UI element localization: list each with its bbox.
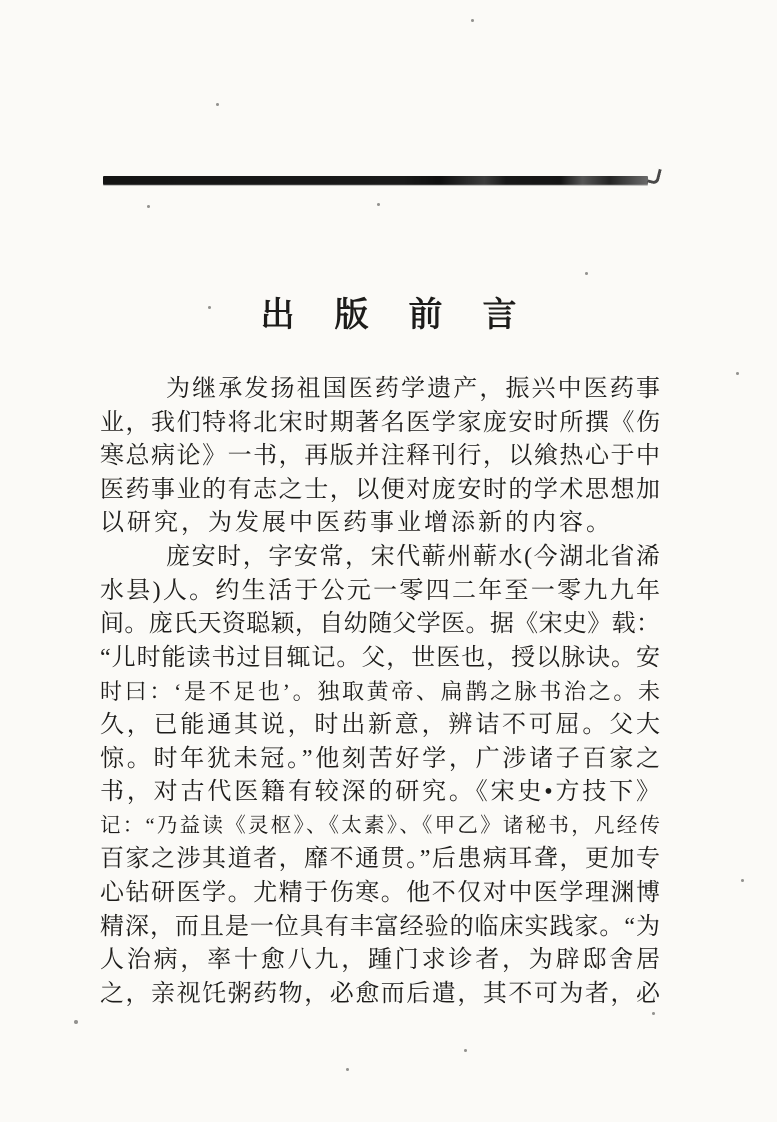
text-line: 精深，而且是一位具有丰富经验的临床实践家。“为: [100, 913, 660, 940]
text-line: 医药事业的有志之士，以便对庞安时的学术思想加: [100, 476, 660, 503]
text-line: 人治病，率十愈八九，踵门求诊者，为辟邸舍居: [100, 947, 660, 974]
text-line: 百家之涉其道者，靡不通贯。”后患病耳聋，更加专: [100, 846, 660, 873]
scan-speck: [74, 1020, 78, 1024]
scan-speck: [585, 272, 588, 275]
text-line: 惊。时年犹未冠。”他刻苦好学，广涉诸子百家之: [100, 745, 660, 772]
text-line: “儿时能读书过目辄记。父，世医也，授以脉诀。安: [100, 644, 660, 671]
title-row: [0, 297, 777, 335]
text-line: 间。庞氏天资聪颖，自幼随父学医。据《宋史》载：: [100, 611, 660, 638]
scan-speck: [736, 372, 739, 375]
text-line: 庞安时，字安常，宋代蕲州蕲水(今湖北省浠: [166, 543, 660, 570]
text-line: 水县)人。约生活于公元一零四二年至一零九九年: [100, 577, 660, 604]
scan-speck: [471, 19, 474, 22]
page-title: 出版前言: [260, 297, 557, 334]
text-line: 心钻研医学。尤精于伤寒。他不仅对中医学理渊博: [100, 879, 660, 906]
header-rule: [103, 176, 648, 185]
scan-speck: [346, 1068, 349, 1071]
scan-speck: [216, 103, 219, 106]
text-line: 时曰：‘是不足也’。独取黄帝、扁鹊之脉书治之。未: [100, 679, 660, 705]
scan-speck: [464, 1049, 467, 1052]
text-line: 业，我们特将北宋时期著名医学家庞安时所撰《伤: [100, 409, 660, 436]
text-line: 记：“乃益读《灵枢》、《太素》、《甲乙》诸秘书，凡经传: [100, 814, 660, 837]
scan-speck: [377, 203, 380, 206]
scan-speck: [208, 306, 211, 309]
body-text: [100, 373, 660, 1011]
text-line: 以研究，为发展中医药事业增添新的内容。: [100, 510, 613, 537]
scan-speck: [741, 879, 744, 882]
scan-speck: [652, 1012, 655, 1015]
scan-speck: [147, 205, 150, 208]
text-line: 久，已能通其说，时出新意，辨诘不可屈。父大: [100, 711, 660, 738]
header-rule-end-mark: [647, 167, 662, 185]
text-line: 寒总病论》一书，再版并注释刊行，以飨热心于中: [100, 443, 660, 470]
text-line: 书，对古代医籍有较深的研究。《宋史•方技下》: [100, 779, 660, 806]
text-line: 之，亲视饦粥药物，必愈而后遣，其不可为者，必: [100, 980, 660, 1007]
text-line: 为继承发扬祖国医药学遗产，振兴中医药事: [166, 376, 660, 402]
